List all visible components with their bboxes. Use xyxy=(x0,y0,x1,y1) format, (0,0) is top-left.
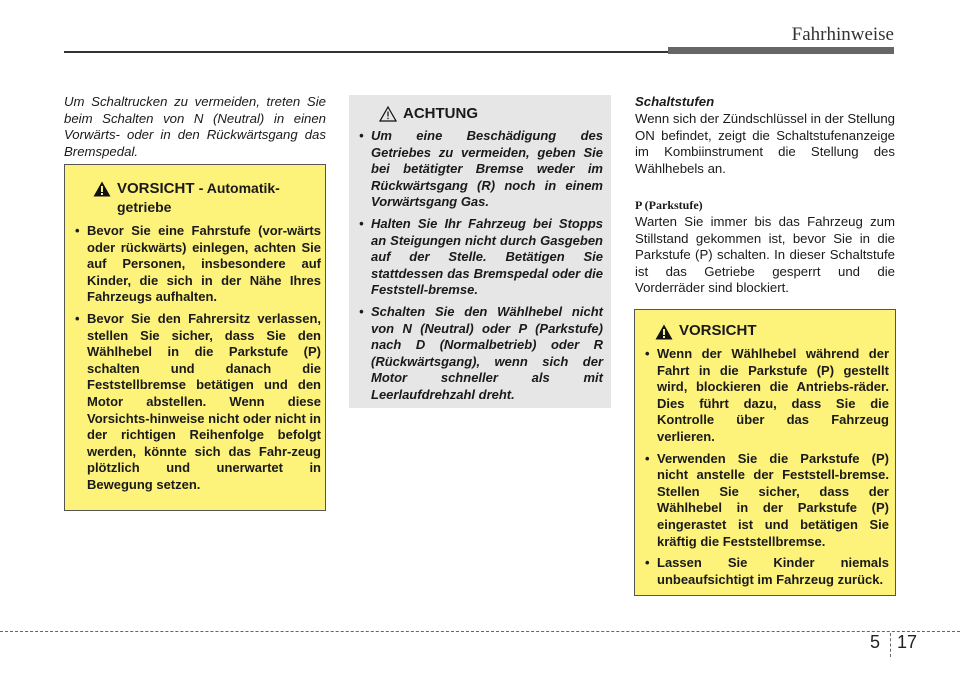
section-paragraph: Wenn sich der Zündschlüssel in der Stellung ON befindet, zeigt die Schaltstufenanzeige im Kombiinstrument die Stellung des Wählhebels an. xyxy=(635,111,895,176)
intro-paragraph: Um Schaltrucken zu vermeiden, treten Sie beim Schalten von N (Neutral) in einen Vorwärts- oder in den Rückwärtsgang das Bremspedal. xyxy=(64,94,326,159)
list-item: • Wenn der Wählhebel während der Fahrt in die Parkstufe (P) gestellt wird, blockieren die Antriebs-räder. Dies führt dazu, dass Sie die Kontrolle über das Fahrzeug verlieren. xyxy=(645,346,889,446)
warning-triangle-icon xyxy=(93,181,111,197)
page-number-divider xyxy=(890,633,891,657)
warning-triangle-icon xyxy=(655,324,673,340)
caution-box-park xyxy=(634,309,896,596)
caution-title: VORSICHT xyxy=(679,322,757,339)
caution-list xyxy=(645,346,889,588)
caution-heading xyxy=(645,322,889,340)
list-item: • Um eine Beschädigung des Getriebes zu vermeiden, geben Sie bei betätigter Bremse weder im Rückwärtsgang (R) noch in einem Vorwärtsgang Gas. xyxy=(359,128,603,211)
section-title: Schaltstufen xyxy=(635,94,715,109)
notice-title: ACHTUNG xyxy=(403,105,478,122)
subsection-heading: P (Parkstufe) xyxy=(635,198,703,212)
chapter-number: 5 xyxy=(870,632,881,652)
caution-title: VORSICHT xyxy=(117,180,195,197)
list-item: • Schalten Sie den Wählhebel nicht von N (Neutral) oder P (Parkstufe) nach D (Normalbetrieb) oder R (Rückwärtsgang), wenn sich der Motor schneller als mit Leerlaufdrehzahl dreht. xyxy=(359,304,603,404)
subsection-paragraph: Warten Sie immer bis das Fahrzeug zum Stillstand gekommen ist, bevor Sie in die Parkstufe (P) schalten. In dieser Schaltstufe ist das Getriebe gesperrt und die Vorderräder sind blockiert. xyxy=(635,214,895,295)
list-item: • Verwenden Sie die Parkstufe (P) nicht anstelle der Feststell-bremse. Stellen Sie sicher, dass der Wählhebel in der Parkstufe (P) eingerastet ist und betätigen Sie kräftig die Feststellbremse. xyxy=(645,451,889,551)
list-item: • Bevor Sie den Fahrersitz verlassen, stellen Sie sicher, dass Sie den Wählhebel in die Parkstufe (P) schalten und danach die Feststellbremse betätigen und den Motor abstellen. Wenn diese Vorsichts-hinweise nicht oder nicht in der richtigen Reihenfolge befolgt werden, könnte sich das Fahr-zeug plötzlich und unerwartet in Bewegung setzen. xyxy=(75,311,321,494)
notice-list xyxy=(359,128,603,404)
list-item: • Bevor Sie eine Fahrstufe (vor-wärts oder rückwärts) einlegen, achten Sie auf Personen, insbesondere auf Kinder, die sich in der Nähe Ihres Fahrzeugs aufhalten. xyxy=(75,223,321,306)
caution-list xyxy=(75,223,321,494)
page-number: 17 xyxy=(897,632,918,652)
page-header-title: Fahrhinweise xyxy=(791,24,894,45)
list-item: • Lassen Sie Kinder niemals unbeaufsichtigt im Fahrzeug zurück. xyxy=(645,555,889,588)
warning-outline-icon xyxy=(379,106,397,122)
caution-box-automatic xyxy=(64,164,326,511)
header-accent-bar xyxy=(668,47,894,54)
notice-box xyxy=(349,95,611,408)
caution-subtitle: - Automatik-getriebe xyxy=(117,180,280,215)
caution-heading xyxy=(75,179,321,217)
header-rule xyxy=(64,51,668,53)
list-item: • Halten Sie Ihr Fahrzeug bei Stopps an Steigungen nicht durch Gasgeben auf der Stelle. Betätigen Sie stattdessen das Bremspedal oder die Feststell-bremse. xyxy=(359,216,603,299)
notice-heading xyxy=(379,105,603,122)
footer-rule xyxy=(0,631,960,632)
